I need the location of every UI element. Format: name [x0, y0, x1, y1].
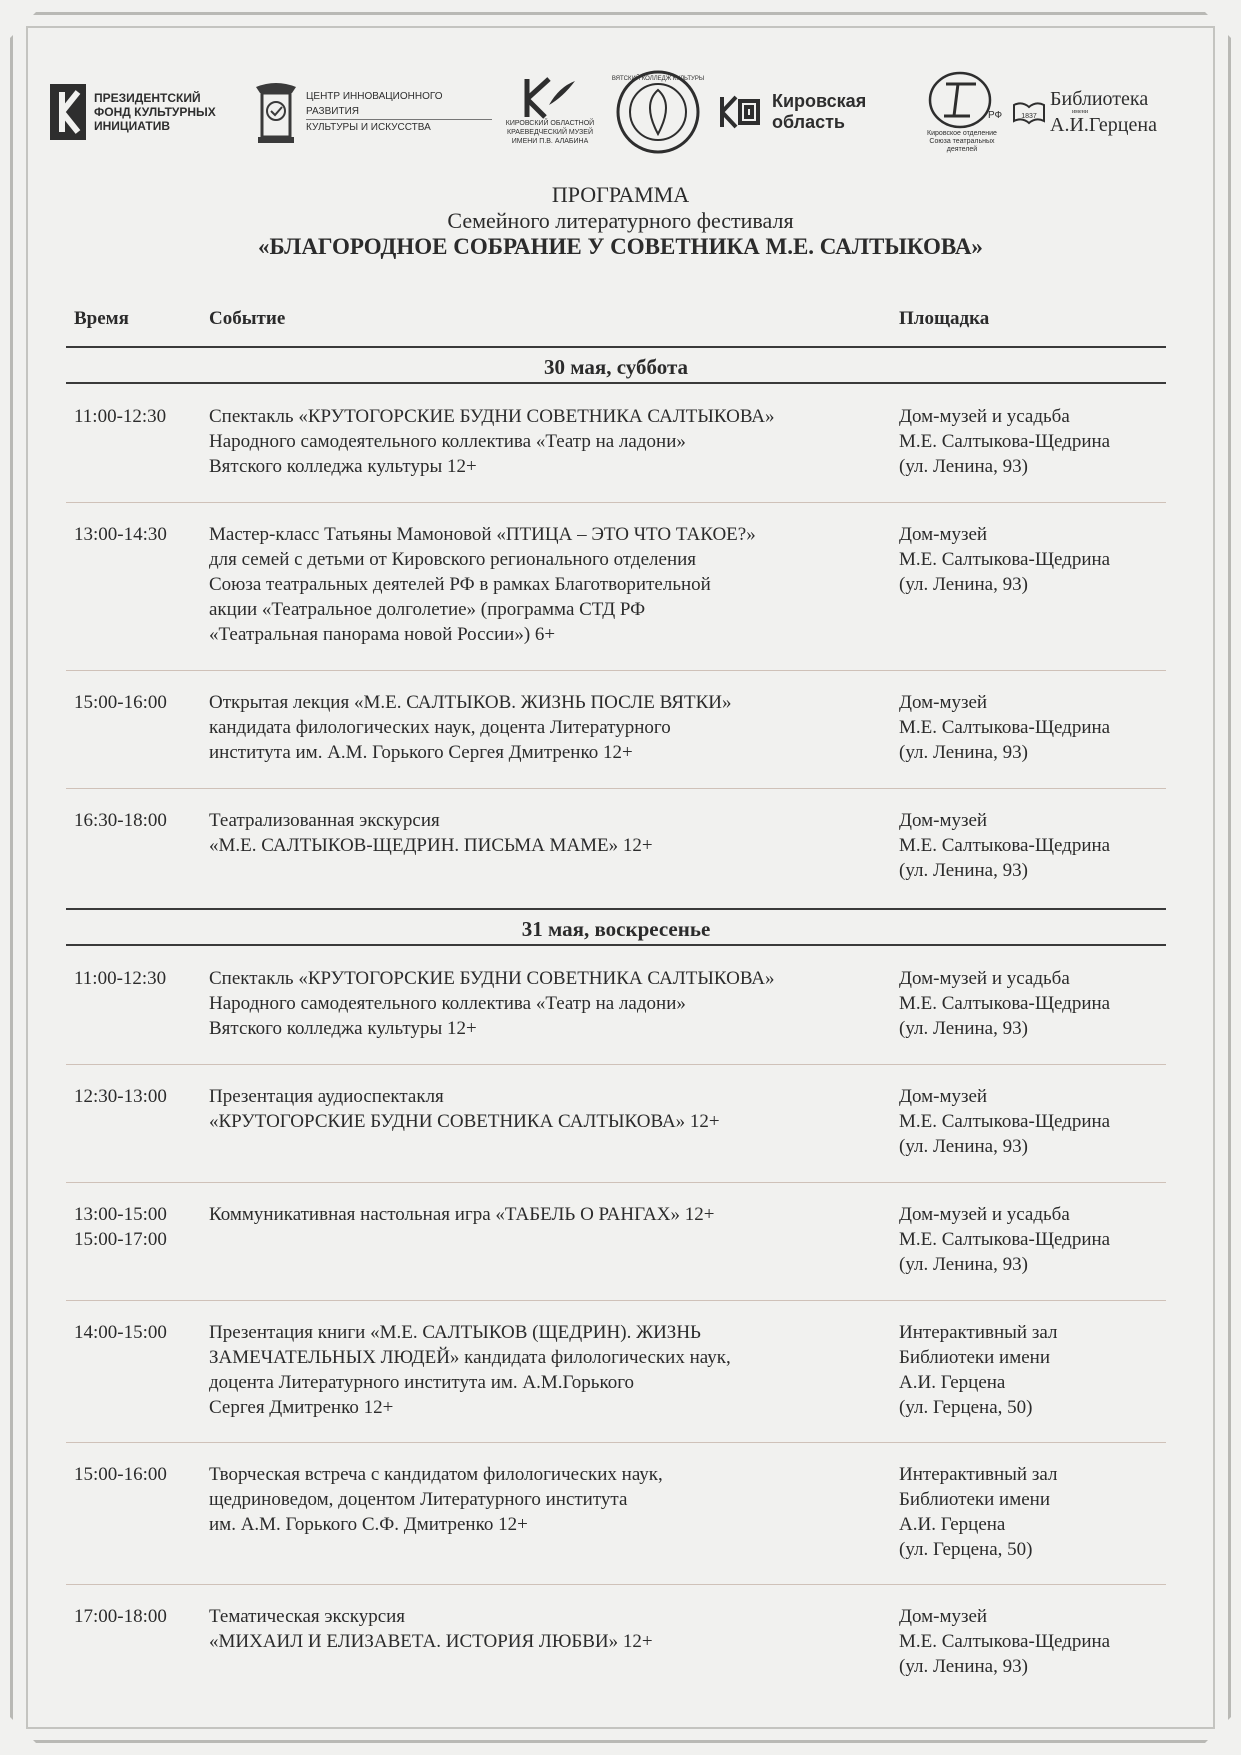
row-divider [66, 1064, 1166, 1065]
center-line: КУЛЬТУРЫ И ИСКУССТВА [306, 119, 492, 135]
partner-logos [50, 64, 1192, 159]
region-line: Кировская [772, 90, 867, 111]
event-time: 16:30-18:00 [74, 810, 167, 831]
event-venue: Интерактивный зал Библиотеки имени А.И. Герцена (ул. Герцена, 50) [899, 1464, 1058, 1560]
header-event: Событие [209, 308, 286, 329]
library-line: имени [1071, 108, 1089, 115]
event-description: Мастер-класс Татьяны Мамоновой «ПТИЦА – ЭТО ЧТО ТАКОЕ?» для семей с детьми от Кировского регионального отделения Союза театральных деятелей РФ в рамках Благотворительной акции «Театральное долголетие» (программа СТД РФ «Театральная панорама новой России») 6+ [209, 524, 756, 645]
center-line: ЦЕНТР ИННОВАЦИОННОГО РАЗВИТИЯ [306, 90, 443, 117]
event-description: Тематическая экскурсия «МИХАИЛ И ЕЛИЗАВЕТА. ИСТОРИЯ ЛЮБВИ» 12+ [209, 1606, 653, 1652]
event-time: 13:00-14:30 [74, 524, 167, 545]
library-line: А.И.Герцена [1050, 113, 1157, 136]
event-venue: Дом-музей М.Е. Салтыкова-Щедрина (ул. Ленина, 93) [899, 1086, 1111, 1157]
event-time: 15:00-16:00 [74, 1464, 167, 1485]
std-emblem-icon [926, 70, 1003, 130]
library-logo [1012, 64, 1192, 159]
open-book-icon [1012, 97, 1046, 127]
pfki-line: ИНИЦИАТИВ [94, 118, 170, 133]
library-line: Библиотека [1050, 87, 1149, 110]
college-seal-text: ВЯТСКИЙ КОЛЛЕДЖ КУЛЬТУРЫ [611, 75, 705, 82]
event-description: Театрализованная экскурсия «М.Е. САЛТЫКОВ-ЩЕДРИН. ПИСЬМА МАМЕ» 12+ [209, 810, 653, 856]
college-logo [611, 64, 706, 159]
std-line: Союза театральных [929, 137, 995, 145]
pfki-line: ПРЕЗИДЕНТСКИЙ [94, 90, 201, 105]
std-line: деятелей [946, 145, 978, 153]
header-time: Время [74, 308, 129, 329]
event-venue: Дом-музей и усадьба М.Е. Салтыкова-Щедрина (ул. Ленина, 93) [899, 968, 1111, 1039]
row-divider [66, 1300, 1166, 1301]
region-logo [718, 64, 898, 159]
day-header: 31 мая, воскресенье [66, 908, 1166, 946]
title-line-1: ПРОГРАММА [551, 182, 690, 207]
program-title [0, 182, 1241, 260]
region-ornament-icon [718, 93, 762, 131]
header-place: Площадка [899, 308, 990, 329]
row-divider [66, 670, 1166, 671]
row-divider [66, 788, 1166, 789]
event-description: Творческая встреча с кандидатом филологических наук, щедриноведом, доцентом Литературного института им. А.М. Горького С.Ф. Дмитренко 12+ [209, 1464, 663, 1535]
event-venue: Дом-музей М.Е. Салтыкова-Щедрина (ул. Ленина, 93) [899, 810, 1111, 881]
event-description: Открытая лекция «М.Е. САЛТЫКОВ. ЖИЗНЬ ПОСЛЕ ВЯТКИ» кандидата филологических наук, доцента Литературного института им. А.М. Горького Сергея Дмитренко 12+ [209, 692, 732, 763]
event-description: Презентация книги «М.Е. САЛТЫКОВ (ЩЕДРИН). ЖИЗНЬ ЗАМЕЧАТЕЛЬНЫХ ЛЮДЕЙ» кандидата филологических наук, доцента Литературного института им. А.М.Горького Сергея Дмитренко 12+ [209, 1322, 731, 1418]
pfki-logo [50, 64, 240, 159]
column-icon [252, 79, 300, 145]
museum-line: ИМЕНИ П.В. АЛАБИНА [511, 138, 589, 145]
row-divider [66, 1584, 1166, 1585]
event-time: 12:30-13:00 [74, 1086, 167, 1107]
event-venue: Дом-музей М.Е. Салтыкова-Щедрина (ул. Ленина, 93) [899, 1606, 1111, 1677]
row-divider [66, 1182, 1166, 1183]
event-time: 13:00-15:00 15:00-17:00 [74, 1204, 167, 1250]
pfki-line: ФОНД КУЛЬТУРНЫХ [94, 104, 216, 119]
std-line: Кировское отделение [927, 129, 997, 137]
region-line: область [772, 111, 846, 132]
quill-icon [519, 77, 581, 119]
std-logo [912, 64, 1012, 159]
museum-logo [500, 64, 600, 159]
pfki-k-icon [50, 84, 86, 140]
event-description: Коммуникативная настольная игра «ТАБЕЛЬ О РАНГАХ» 12+ [209, 1204, 715, 1225]
event-time: 15:00-16:00 [74, 692, 167, 713]
event-venue: Дом-музей М.Е. Салтыкова-Щедрина (ул. Ленина, 93) [899, 692, 1111, 763]
event-description: Спектакль «КРУТОГОРСКИЕ БУДНИ СОВЕТНИКА САЛТЫКОВА» Народного самодеятельного коллектива «Театр на ладони» Вятского колледжа культуры 12+ [209, 406, 775, 477]
title-line-3: «БЛАГОРОДНОЕ СОБРАНИЕ У СОВЕТНИКА М.Е. САЛТЫКОВА» [258, 234, 983, 259]
library-year: 1837 [1021, 112, 1037, 120]
event-venue: Интерактивный зал Библиотеки имени А.И. Герцена (ул. Герцена, 50) [899, 1322, 1058, 1418]
event-description: Спектакль «КРУТОГОРСКИЕ БУДНИ СОВЕТНИКА САЛТЫКОВА» Народного самодеятельного коллектива «Театр на ладони» Вятского колледжа культуры 12+ [209, 968, 775, 1039]
event-description: Презентация аудиоспектакля «КРУТОГОРСКИЕ БУДНИ СОВЕТНИКА САЛТЫКОВА» 12+ [209, 1086, 720, 1132]
college-seal-icon [611, 70, 705, 154]
event-time: 14:00-15:00 [74, 1322, 167, 1343]
event-time: 11:00-12:30 [74, 968, 167, 989]
center-logo [252, 64, 492, 159]
row-divider [66, 1442, 1166, 1443]
std-mark: РФ [988, 109, 1003, 121]
title-line-2: Семейного литературного фестиваля [447, 208, 794, 233]
row-divider [66, 502, 1166, 503]
event-time: 17:00-18:00 [74, 1606, 167, 1627]
event-time: 11:00-12:30 [74, 406, 167, 427]
event-venue: Дом-музей М.Е. Салтыкова-Щедрина (ул. Ленина, 93) [899, 524, 1111, 595]
event-venue: Дом-музей и усадьба М.Е. Салтыкова-Щедрина (ул. Ленина, 93) [899, 1204, 1111, 1275]
museum-line: КИРОВСКИЙ ОБЛАСТНОЙ [505, 120, 595, 127]
event-venue: Дом-музей и усадьба М.Е. Салтыкова-Щедрина (ул. Ленина, 93) [899, 406, 1111, 477]
museum-line: КРАЕВЕДЧЕСКИЙ МУЗЕЙ [507, 129, 593, 136]
day-header: 30 мая, суббота [66, 346, 1166, 384]
